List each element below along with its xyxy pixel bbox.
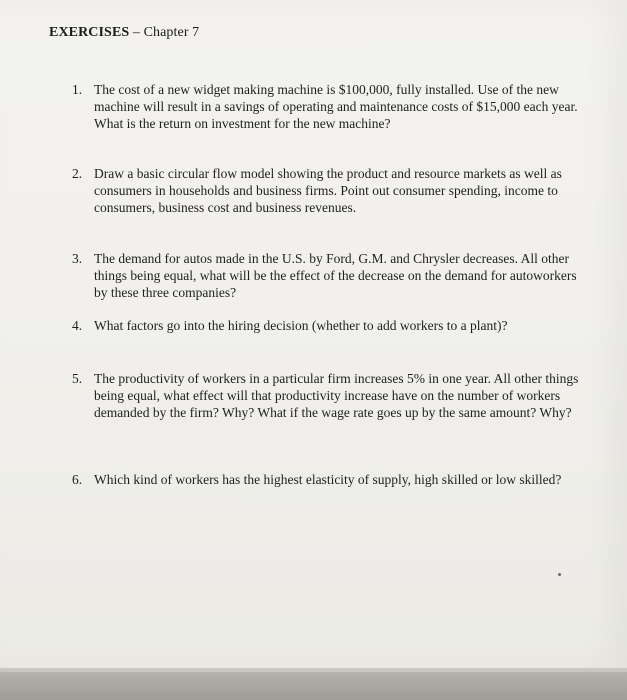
question-number: 4. — [72, 318, 83, 333]
question-text: The demand for autos made in the U.S. by Ford, G.M. and Chrysler decreases. All other things being equal, what will be the effect of the decrease on the demand for autoworkers by these three companies? — [94, 251, 577, 300]
paper-speck — [558, 573, 561, 576]
question-number: 1. — [72, 82, 83, 97]
question-text: Which kind of workers has the highest elasticity of supply, high skilled or low skilled? — [94, 472, 562, 487]
question-number: 3. — [72, 251, 83, 266]
question-number: 5. — [72, 371, 83, 386]
title-chapter: – Chapter 7 — [129, 25, 200, 40]
page-title — [49, 25, 199, 41]
page-edge-shadow — [0, 668, 627, 700]
question-text: The productivity of workers in a particular firm increases 5% in one year. All other things being equal, what effect will that productivity increase have on the number of workers demanded by the firm? Why? What if the wage rate goes up by the same amount? Why? — [94, 371, 579, 420]
question-number: 2. — [72, 166, 83, 181]
question-text: Draw a basic circular flow model showing the product and resource markets as well as consumers in households and business firms. Point out consumer spending, income to consumers, business cost and business revenues. — [94, 166, 562, 215]
question-text: What factors go into the hiring decision (whether to add workers to a plant)? — [94, 318, 508, 333]
title-bold: EXERCISES — [49, 25, 130, 40]
question-number: 6. — [72, 472, 83, 487]
question-text: The cost of a new widget making machine is $100,000, fully installed. Use of the new machine will result in a savings of operating and maintenance costs of $15,000 each year. What is the return on investment for the new machine? — [94, 82, 578, 131]
